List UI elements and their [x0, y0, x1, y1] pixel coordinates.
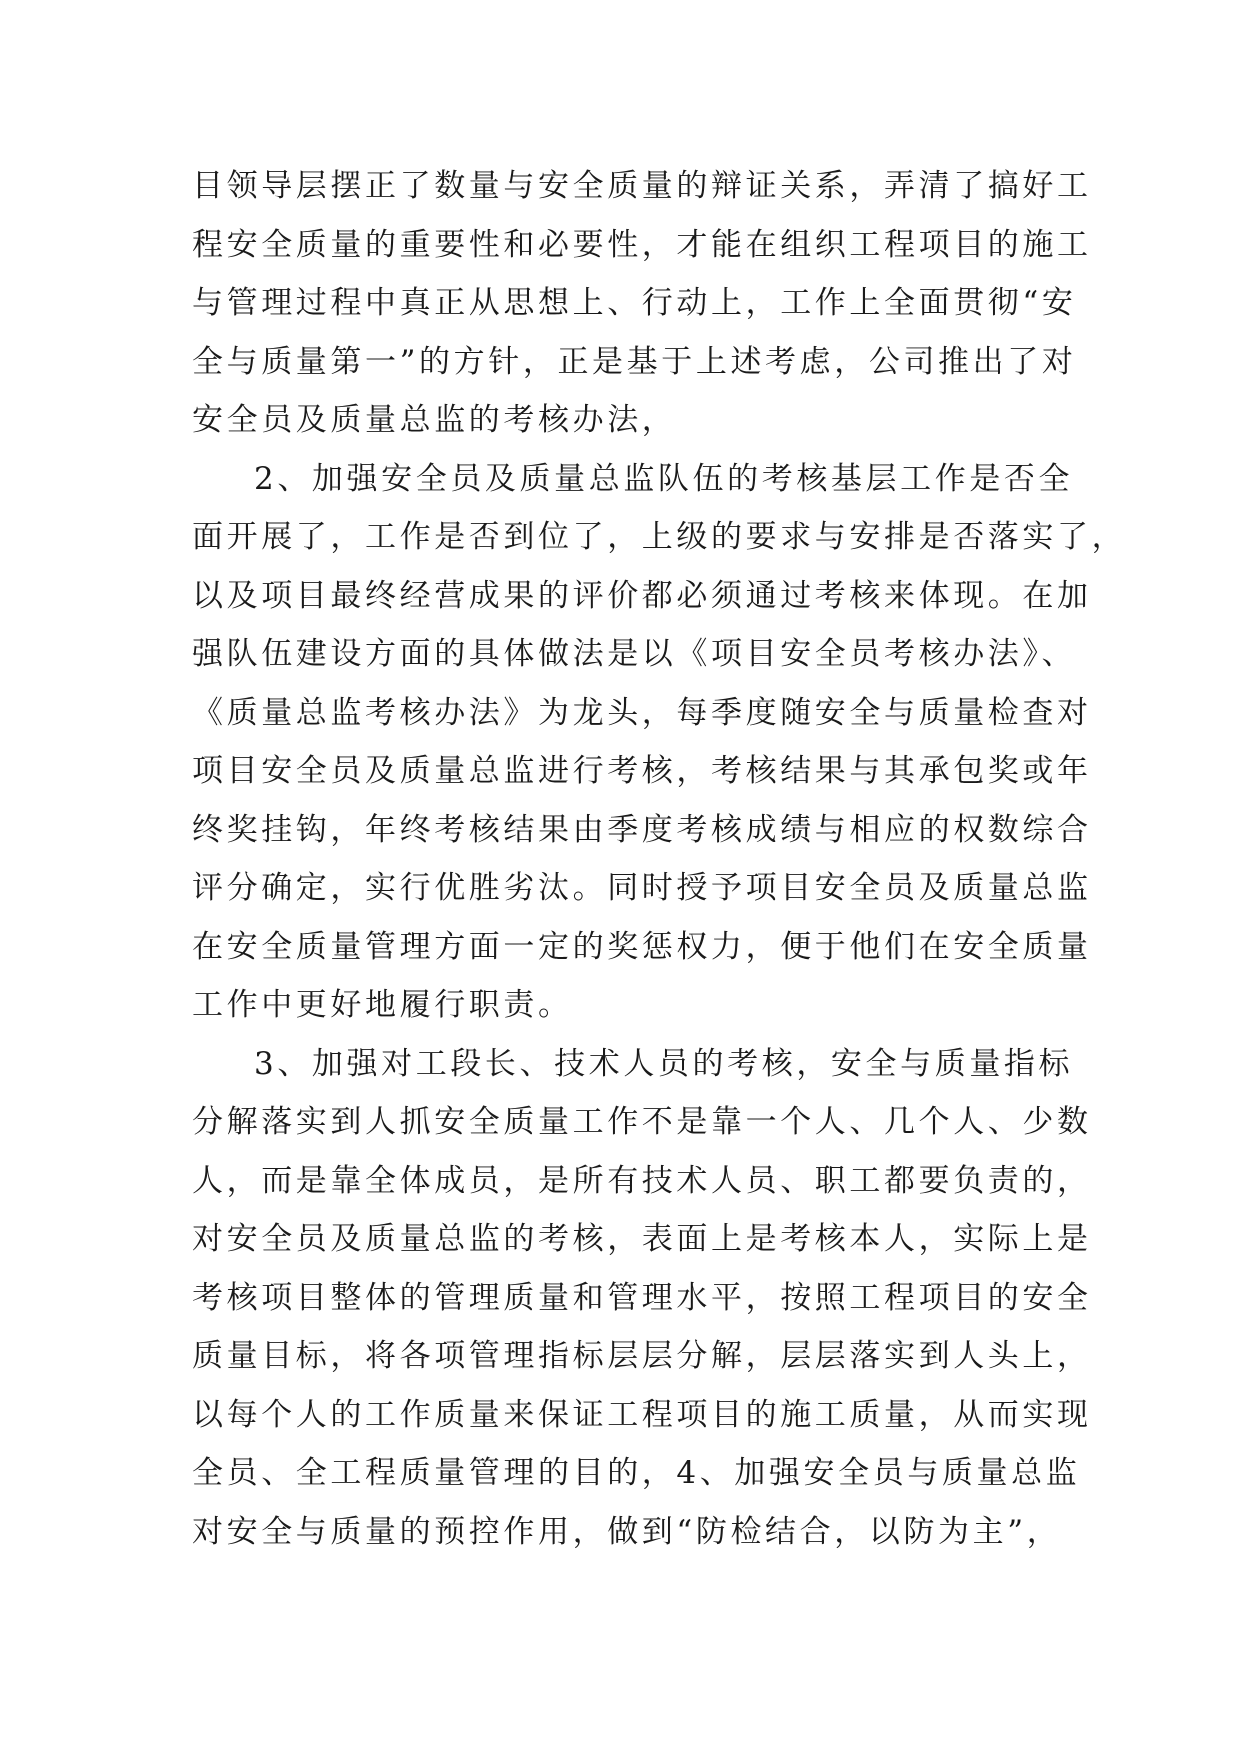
- text-line-9: 强队伍建设方面的具体做法是以《项目安全员考核办法》、: [192, 636, 1077, 672]
- text-line-21: 质量目标，将各项管理指标层层分解，层层落实到人头上，: [192, 1338, 1092, 1374]
- text-line-15: 工作中更好地履行职责。: [192, 987, 573, 1023]
- text-line-1: 目领导层摆正了数量与安全质量的辩证关系，弄清了搞好工: [192, 168, 1092, 204]
- paragraph-2-start: 2、加强安全员及质量总监队伍的考核基层工作是否全: [254, 460, 1074, 497]
- text-line-2: 程安全质量的重要性和必要性，才能在组织工程项目的施工: [192, 226, 1092, 263]
- text-line-18: 人，而是靠全体成员，是所有技术人员、职工都要负责的，: [192, 1162, 1092, 1199]
- text-line-10: 《质量总监考核办法》为龙头，每季度随安全与质量检查对: [192, 694, 1092, 731]
- text-line-5: 安全员及质量总监的考核办法，: [192, 402, 677, 438]
- text-line-20: 考核项目整体的管理质量和管理水平，按照工程项目的安全: [192, 1279, 1092, 1316]
- body-text: [192, 157, 1127, 1561]
- text-line-19: 对安全员及质量总监的考核，表面上是考核本人，实际上是: [192, 1221, 1092, 1257]
- text-line-24: 对安全与质量的预控作用，做到“防检结合，以防为主”，: [192, 1513, 1062, 1550]
- text-line-8: 以及项目最终经营成果的评价都必须通过考核来体现。在加: [192, 577, 1092, 614]
- text-line-4: 全与质量第一”的方针，正是基于上述考虑，公司推出了对: [192, 343, 1077, 380]
- text-line-11: 项目安全员及质量总监进行考核，考核结果与其承包奖或年: [192, 753, 1092, 789]
- text-line-17: 分解落实到人抓安全质量工作不是靠一个人、几个人、少数: [192, 1104, 1092, 1140]
- text-line-22: 以每个人的工作质量来保证工程项目的施工质量，从而实现: [192, 1396, 1092, 1433]
- text-line-13: 评分确定，实行优胜劣汰。同时授予项目安全员及质量总监: [192, 870, 1092, 906]
- text-line-23: 全员、全工程质量管理的目的，4、加强安全员与质量总监: [192, 1455, 1081, 1491]
- paragraph-3-start: 3、加强对工段长、技术人员的考核，安全与质量指标: [254, 1045, 1074, 1082]
- text-line-12: 终奖挂钩，年终考核结果由季度考核成绩与相应的权数综合: [192, 811, 1092, 848]
- text-line-7: 面开展了，工作是否到位了，上级的要求与安排是否落实了，: [192, 519, 1127, 555]
- text-line-3: 与管理过程中真正从思想上、行动上，工作上全面贯彻“安: [192, 285, 1077, 321]
- text-line-14: 在安全质量管理方面一定的奖惩权力，便于他们在安全质量: [192, 928, 1092, 965]
